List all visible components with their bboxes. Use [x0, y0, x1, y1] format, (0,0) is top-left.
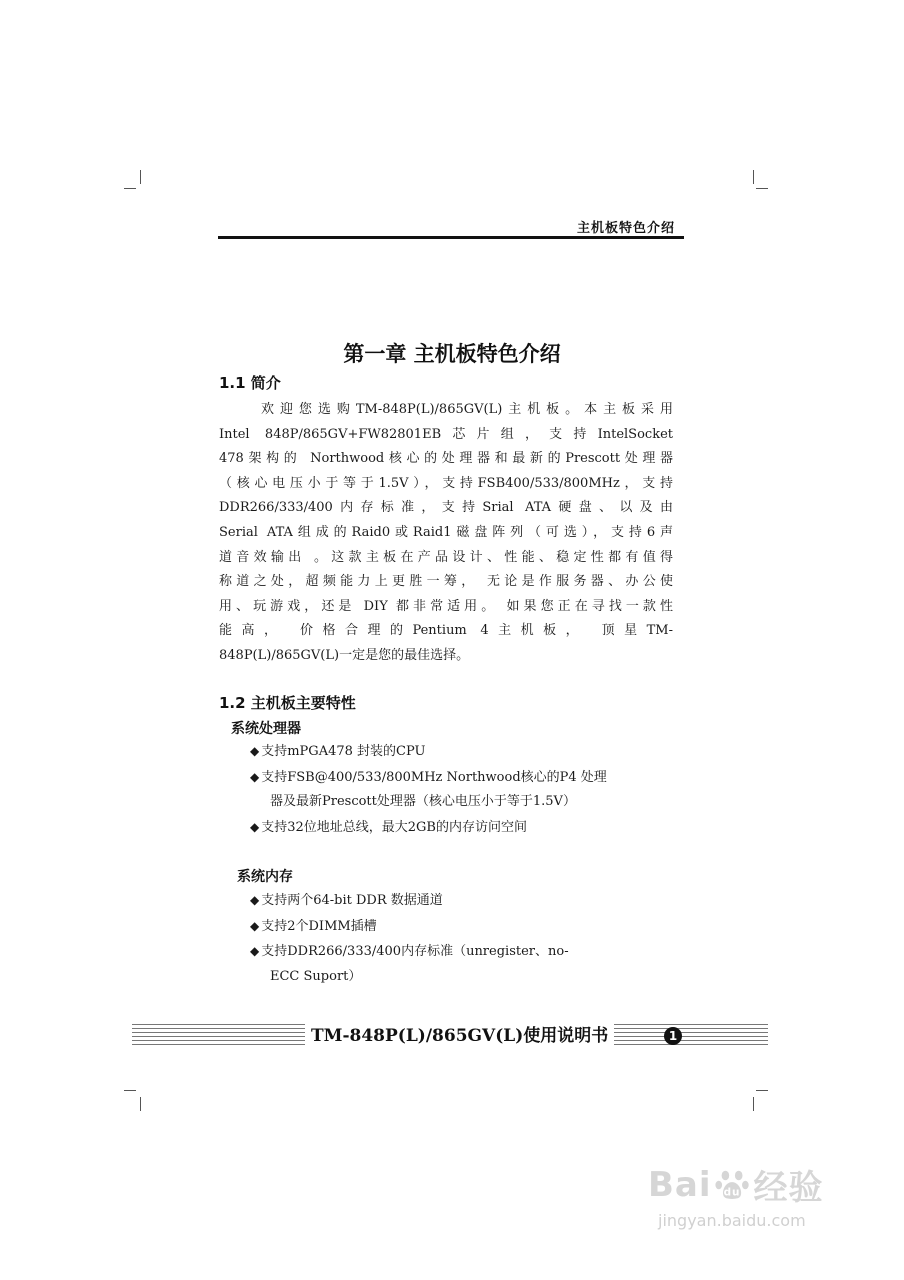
- diamond-bullet-icon: ◆: [250, 819, 260, 834]
- intro-line: 称道之处，超频能力上更胜一筹， 无论是作服务器、办公使: [219, 574, 673, 590]
- diamond-bullet-icon: ◆: [250, 744, 260, 758]
- list-item-text: 支持2个DIMM插槽: [261, 918, 377, 934]
- list-item-continuation: ECC Suport）: [270, 968, 362, 984]
- section-heading-intro: 1.1 简介: [219, 374, 281, 392]
- intro-line: Intel 848P/865GV+FW82801EB芯片组，支持IntelSocket: [219, 426, 673, 442]
- crop-mark: [124, 1090, 136, 1091]
- chapter-title: 第一章 主机板特色介绍: [343, 342, 561, 366]
- diamond-bullet-icon: ◆: [250, 944, 260, 958]
- diamond-bullet-icon: ◆: [250, 769, 260, 784]
- list-item: [250, 888, 680, 914]
- section-heading-features: 1.2 主机板主要特性: [219, 694, 356, 712]
- page-number-badge: 1: [664, 1027, 682, 1045]
- crop-mark: [124, 188, 136, 189]
- list-item-text: 支持FSB@400/533/800MHz Northwood核心的P4 处理: [261, 769, 607, 785]
- diamond-bullet-icon: ◆: [250, 893, 260, 907]
- memory-feature-list: [250, 888, 680, 989]
- crop-mark: [753, 170, 754, 184]
- list-item-continuation: 器及最新Prescott处理器（核心电压小于等于1.5V）: [270, 794, 576, 809]
- intro-line: 能高， 价格合理的Pentium 4主机板， 顶星TM-: [219, 623, 673, 639]
- intro-line: 欢迎您选购TM-848P(L)/865GV(L)主机板。本主板采用: [261, 402, 673, 417]
- processor-feature-list: [250, 739, 680, 840]
- crop-mark: [140, 170, 141, 184]
- list-item-text: 支持mPGA478 封装的CPU: [261, 744, 426, 759]
- intro-paragraph: [219, 398, 673, 669]
- intro-line: 848P(L)/865GV(L)一定是您的最佳选择。: [219, 647, 470, 663]
- list-item: [250, 815, 680, 841]
- crop-mark: [756, 1090, 768, 1091]
- intro-line: DDR266/333/400内存标准，支持Srial ATA硬盘、以及由: [219, 500, 673, 516]
- list-item: [250, 739, 680, 765]
- header-rule: [218, 236, 684, 239]
- list-item-text: 支持32位地址总线，最大2GB的内存访问空间: [261, 819, 527, 835]
- subheading-memory: 系统内存: [237, 869, 293, 885]
- running-header-title: 主机板特色介绍: [576, 221, 675, 236]
- svg-text:du: du: [723, 1185, 740, 1198]
- list-item-text: 支持两个64-bit DDR 数据通道: [261, 893, 443, 908]
- intro-line: 道音效输出 。这款主板在产品设计、性能、稳定性都有值得: [219, 549, 673, 565]
- subheading-processor: 系统处理器: [231, 721, 301, 737]
- intro-line: Serial ATA组成的Raid0或Raid1磁盘阵列（可选），支持6声: [219, 524, 673, 540]
- intro-line: （核心电压小于等于1.5V），支持FSB400/533/800MHz，支持: [219, 475, 673, 491]
- diamond-bullet-icon: ◆: [250, 918, 260, 933]
- list-item-text: 支持DDR266/333/400内存标准（unregister、no-: [261, 944, 569, 959]
- watermark-logo-text-left: Bai: [648, 1164, 712, 1205]
- intro-line: 478架构的 Northwood核心的处理器和最新的Prescott处理器: [219, 451, 673, 467]
- watermark-logo: [648, 1160, 878, 1209]
- crop-mark: [753, 1097, 754, 1111]
- watermark-url: jingyan.baidu.com: [658, 1211, 806, 1230]
- footer-manual-title: TM-848P(L)/865GV(L)使用说明书: [305, 1024, 614, 1048]
- watermark-logo-text-right: 经验: [753, 1168, 824, 1208]
- list-item: [250, 765, 680, 791]
- crop-mark: [140, 1097, 141, 1111]
- baidu-jingyan-watermark: [648, 1160, 878, 1230]
- list-item: [250, 914, 680, 940]
- crop-mark: [756, 188, 768, 189]
- list-item: [250, 939, 680, 965]
- intro-line: 用、玩游戏，还是 DIY 都非常适用。 如果您正在寻找一款性: [219, 598, 673, 614]
- paw-icon: [714, 1166, 752, 1204]
